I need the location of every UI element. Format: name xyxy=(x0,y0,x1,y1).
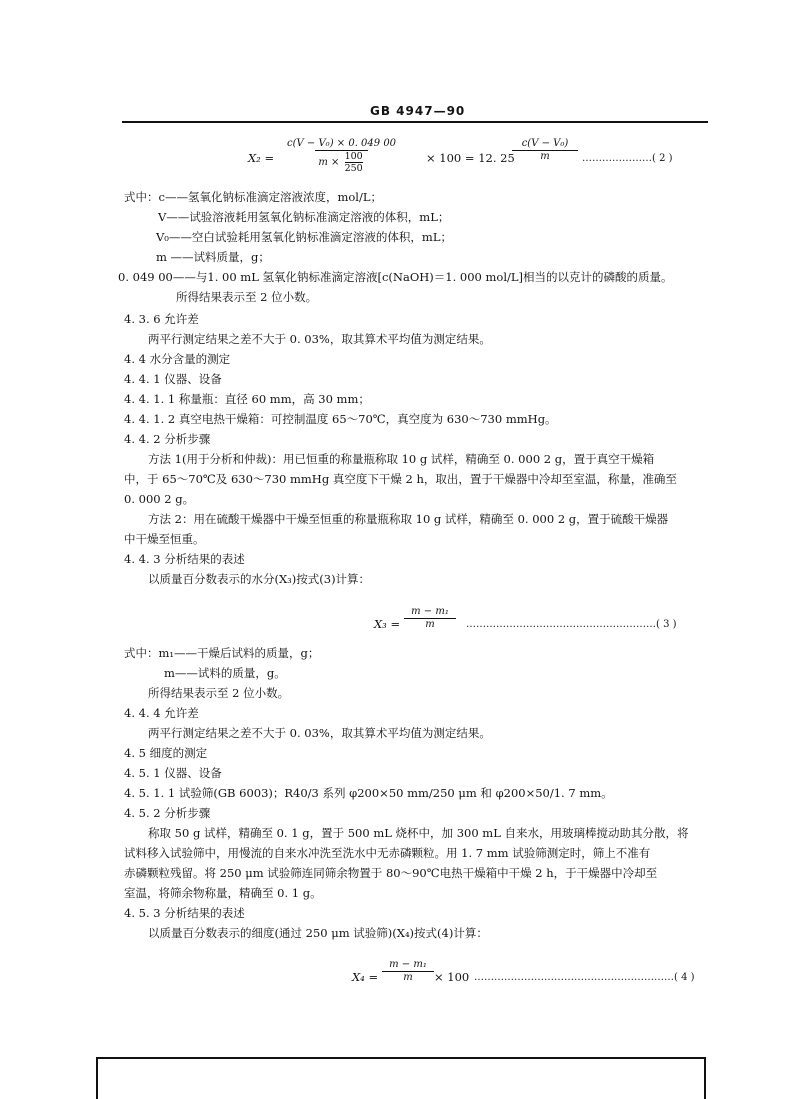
eq2-numerator-2: c(V − V₀) xyxy=(521,138,569,149)
bottom-frame xyxy=(96,1057,706,1099)
standard-code-header: GB 4947—90 xyxy=(370,104,466,118)
def-symbol: V—— xyxy=(158,210,190,224)
item-4-5-1-1: 4. 5. 1. 1 试验筛(GB 6003)；R40/3 系列 φ200×50 mm/250 μm 和 φ200×50/1. 7 mm。 xyxy=(124,786,613,800)
eq4-lhs: X₄ = xyxy=(352,970,379,984)
paragraph: 两平行测定结果之差不大于 0. 03%，取其算术平均值为测定结果。 xyxy=(148,726,491,740)
eq2-tag: …………………( 2 ) xyxy=(582,153,673,164)
eq2-lhs: X₂ = xyxy=(248,151,275,165)
heading-4-4-3: 4. 4. 3 分析结果的表述 xyxy=(124,552,245,566)
paragraph: 赤磷颗粒残留。将 250 μm 试验筛连同筛余物置于 80～90℃电热干燥箱中干燥 2 h，于干燥器中冷却至 xyxy=(124,866,658,880)
eq2-denominator-2: m xyxy=(512,150,578,163)
eq3-tag: …………………………………………………( 3 ) xyxy=(466,619,677,630)
result-note-2: 所得结果表示至 2 位小数。 xyxy=(148,686,290,700)
paragraph: 中，于 65～70℃及 630～730 mmHg 真空度下干燥 2 h，取出，置于干燥器中冷却至室温，称量，准确至 xyxy=(124,472,677,486)
item-4-4-1-2: 4. 4. 1. 2 真空电热干燥箱：可控制温度 65～70℃，真空度为 630～730 mmHg。 xyxy=(124,412,557,426)
eq2-inner-fraction xyxy=(345,151,363,174)
eq3-numerator: m − m₁ xyxy=(411,606,449,617)
def-m xyxy=(156,250,270,264)
eq2-den-prefix: m × xyxy=(318,157,340,168)
eq3-lhs: X₃ = xyxy=(374,617,401,631)
def-symbol: V₀—— xyxy=(156,230,192,244)
eq4-numerator: m − m₁ xyxy=(389,959,427,970)
item-4-4-1-1: 4. 4. 1. 1 称量瓶：直径 60 mm，高 30 mm； xyxy=(124,392,370,406)
heading-4-4-1: 4. 4. 1 仪器、设备 xyxy=(124,372,222,386)
paragraph: 试料移入试验筛中，用慢流的自来水冲洗至洗水中无赤磷颗粒。用 1. 7 mm 试验筛测定时，筛上不准有 xyxy=(124,846,651,860)
heading-4-5-1: 4. 5. 1 仪器、设备 xyxy=(124,766,222,780)
eq4-middle: × 100 xyxy=(434,970,470,984)
heading-4-5-3: 4. 5. 3 分析结果的表述 xyxy=(124,906,245,920)
heading-4-4: 4. 4 水分含量的测定 xyxy=(124,352,231,366)
heading-4-5: 4. 5 细度的测定 xyxy=(124,746,208,760)
eq2-middle: × 100 = 12. 25 xyxy=(426,151,515,165)
def-symbol: m —— xyxy=(156,250,194,264)
heading-4-3-6: 4. 3. 6 允许差 xyxy=(124,312,199,326)
def-symbol: 0. 049 00—— xyxy=(118,270,196,284)
def-v0 xyxy=(156,230,452,244)
heading-4-4-2: 4. 4. 2 分析步骤 xyxy=(124,432,211,446)
paragraph: 方法 2：用在硫酸干燥器中干燥至恒重的称量瓶称取 10 g 试样，精确至 0. 000 2 g，置于硫酸干燥器 xyxy=(148,512,669,526)
eq2-inner-num: 100 xyxy=(344,151,363,162)
paragraph: 两平行测定结果之差不大于 0. 03%，取其算术平均值为测定结果。 xyxy=(148,332,491,346)
eq2-numerator-1: c(V − V₀) × 0. 049 00 xyxy=(287,138,397,149)
paragraph: 以质量百分数表示的水分(X₃)按式(3)计算： xyxy=(148,572,371,586)
paragraph: 方法 1(用于分析和仲裁)：用已恒重的称量瓶称取 10 g 试样，精确至 0. 000 2 g，置于真空干燥箱 xyxy=(148,452,655,466)
eq3-fraction xyxy=(404,606,456,631)
eq2-fraction-1 xyxy=(284,138,399,174)
paragraph: 以质量百分数表示的细度(通过 250 μm 试验筛)(X₄)按式(4)计算： xyxy=(148,926,488,940)
def-m: m——试料的质量，g。 xyxy=(164,666,286,680)
eq4-fraction xyxy=(382,959,434,984)
def-c xyxy=(124,190,382,204)
header-rule xyxy=(122,121,708,123)
paragraph: 中干燥至恒重。 xyxy=(124,532,205,546)
eq4-denominator: m xyxy=(382,971,434,984)
def-text: 与1. 00 mL 氢氧化钠标准滴定溶液[c(NaOH)＝1. 000 mol/L]相当的以克计的磷酸的质量。 xyxy=(195,270,673,284)
def-v xyxy=(158,210,449,224)
paragraph: 0. 000 2 g。 xyxy=(124,492,195,506)
eq3-denominator: m xyxy=(404,618,456,631)
heading-4-5-2: 4. 5. 2 分析步骤 xyxy=(124,806,211,820)
result-note-1: 所得结果表示至 2 位小数。 xyxy=(176,290,318,304)
eq2-fraction-2 xyxy=(512,138,578,163)
def-text: 氢氧化钠标准滴定溶液浓度，mol/L； xyxy=(187,190,382,204)
def-m1: 式中：m₁——干燥后试料的质量，g； xyxy=(124,646,320,660)
def-text: 空白试验耗用氢氧化钠标准滴定溶液的体积，mL； xyxy=(191,230,452,244)
paragraph: 室温，将筛余物称量，精确至 0. 1 g。 xyxy=(124,886,322,900)
eq4-tag: ……………………………………………………( 4 ) xyxy=(474,972,695,983)
def-text: 试验溶液耗用氢氧化钠标准滴定溶液的体积，mL； xyxy=(189,210,450,224)
def-constant xyxy=(118,270,673,284)
heading-4-4-4: 4. 4. 4 允许差 xyxy=(124,706,199,720)
paragraph: 称取 50 g 试样，精确至 0. 1 g，置于 500 mL 烧杯中，加 300 mL 自来水，用玻璃棒搅动助其分散，将 xyxy=(148,826,689,840)
def-text: 试料质量，g； xyxy=(193,250,270,264)
def-symbol: 式中：c—— xyxy=(124,190,188,204)
eq2-denominator-1 xyxy=(315,150,367,174)
eq2-inner-den: 250 xyxy=(344,163,363,174)
